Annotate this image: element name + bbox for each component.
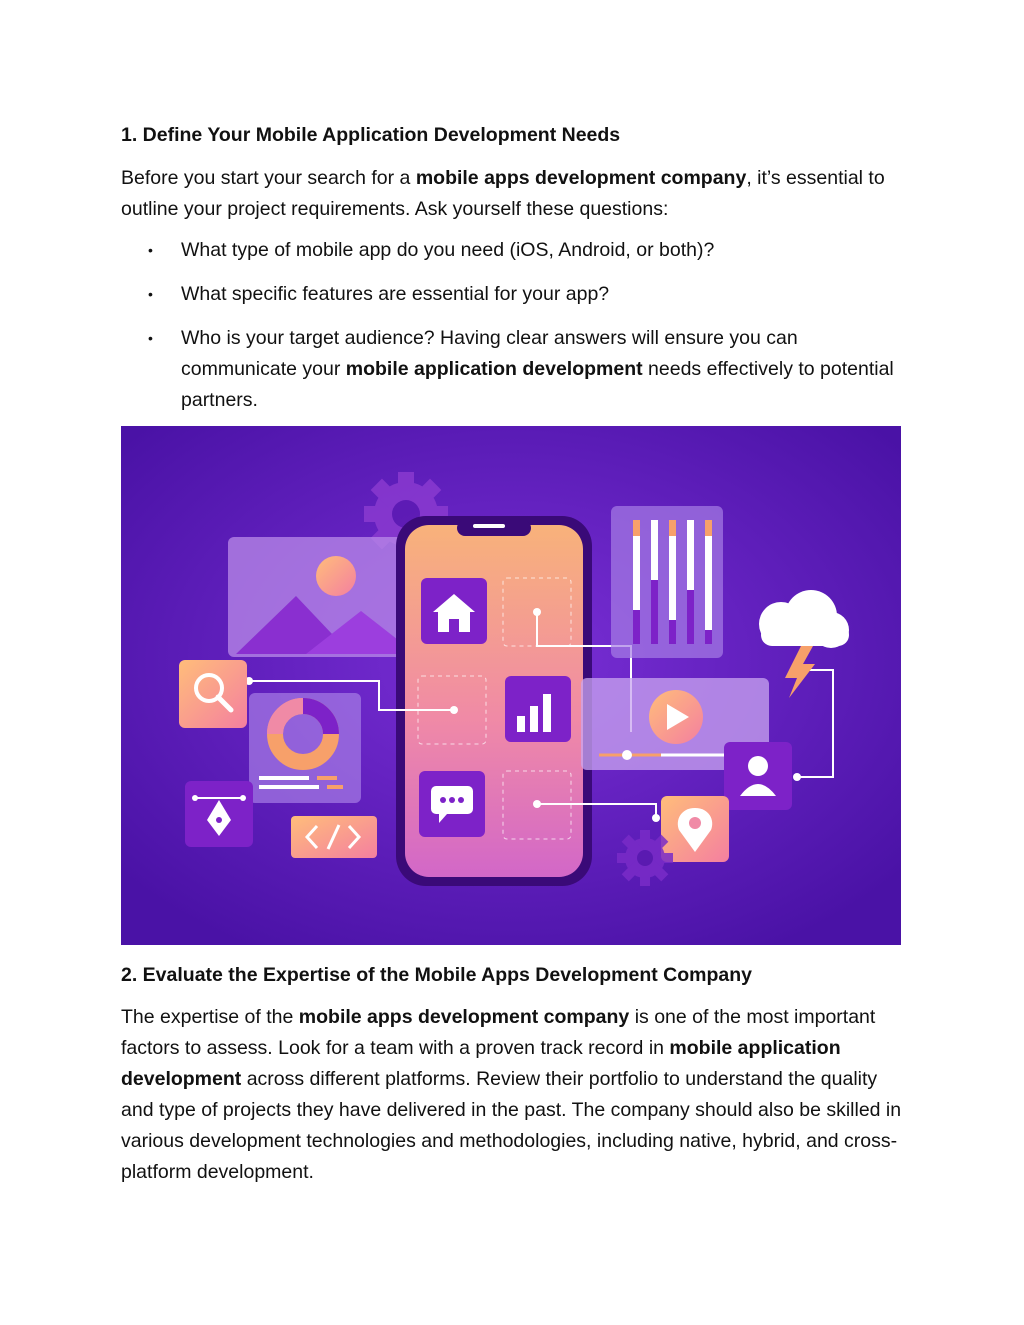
section-2-body (121, 1002, 906, 1188)
body-text-part: across different platforms. Review their portfolio to understand the quality and type of projects they have delivered in the past. The company should also be skilled in various development technologies and methodologies, including native, hybrid, and cross-platform development. (121, 1068, 902, 1183)
equalizer-icon (611, 506, 723, 658)
code-icon (291, 816, 377, 858)
location-pin-icon (661, 796, 729, 862)
bullet-icon: • (148, 286, 153, 302)
list-item (121, 279, 906, 310)
body-text-part: is one of the most important factors to assess. Look for a team with a proven track record in (121, 1006, 876, 1059)
intro-text-1: Before you start your search for a (121, 167, 416, 189)
list-item (121, 323, 906, 416)
question-text-part: Who is your target audience? Having clear answers will ensure you can communicate your (181, 327, 798, 380)
home-icon (421, 578, 487, 644)
question-text: What specific features are essential for your app? (181, 283, 610, 305)
question-text: What type of mobile app do you need (iOS, Android, or both)? (181, 239, 715, 261)
question-text (181, 327, 894, 411)
image-icon (228, 537, 423, 657)
pen-tool-icon (185, 781, 253, 847)
body-bold-keyword: mobile apps development company (298, 1006, 630, 1028)
section-1-heading: 1. Define Your Mobile Application Development Needs (121, 124, 621, 146)
document-content (121, 120, 906, 1188)
body-text-part: The expertise of the (121, 1006, 299, 1028)
user-icon (724, 742, 792, 810)
question-text-part: needs effectively to potential partners. (181, 358, 894, 411)
question-bold-keyword: mobile application development (345, 358, 643, 380)
section-1-intro (121, 163, 906, 225)
bar-chart-icon (505, 676, 571, 742)
list-item (121, 235, 906, 266)
donut-chart-icon (249, 693, 361, 803)
section-2-heading: 2. Evaluate the Expertise of the Mobile Apps Development Company (121, 964, 752, 986)
search-icon (179, 660, 247, 728)
chat-icon (419, 771, 485, 837)
intro-bold-keyword: mobile apps development company (415, 167, 747, 189)
intro-text-2: , it’s essential to outline your project requirements. Ask yourself these questions: (121, 167, 885, 220)
body-bold-keyword: mobile application development (121, 1037, 841, 1090)
mobile-app-development-illustration (121, 426, 901, 945)
question-list (121, 235, 906, 416)
bullet-icon: • (148, 330, 153, 346)
bullet-icon: • (148, 242, 153, 258)
gear-icon (617, 830, 673, 886)
